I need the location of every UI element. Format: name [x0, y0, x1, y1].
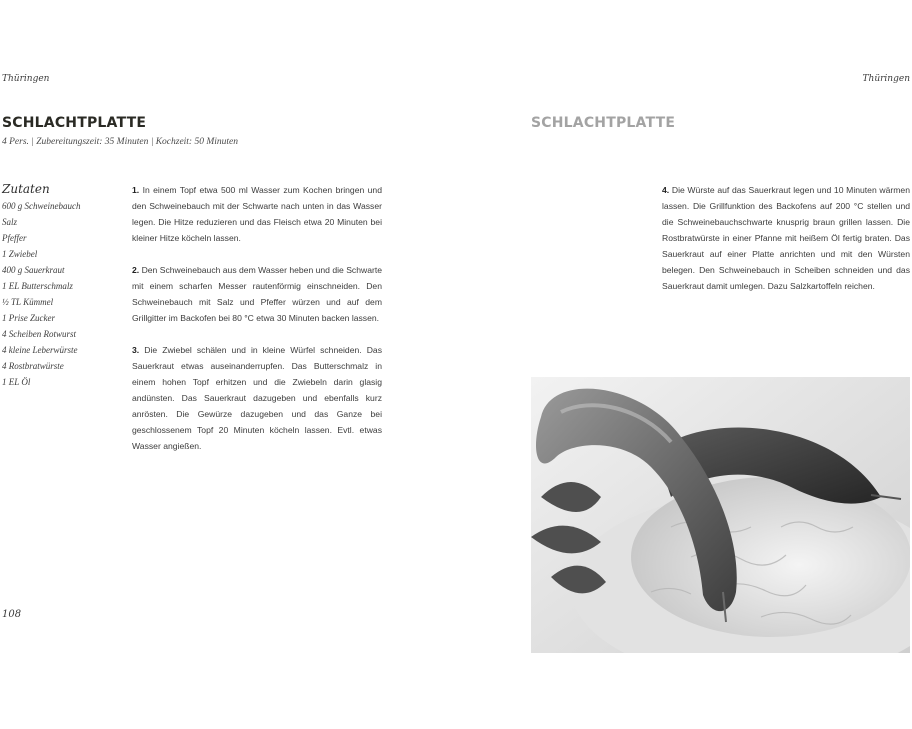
instruction-step [132, 262, 382, 326]
ingredient-item: 4 Rostbratwürste [2, 361, 64, 371]
ingredient-item: Pfeffer [2, 233, 27, 243]
ingredient-item: 1 Prise Zucker [2, 313, 55, 323]
ingredient-item: 1 EL Öl [2, 377, 31, 387]
ingredient-item: Salz [2, 217, 18, 227]
ingredient-item: ½ TL Kümmel [2, 297, 54, 307]
running-head-left: Thüringen [2, 74, 50, 84]
ingredient-item: 1 Zwiebel [2, 249, 38, 259]
page-number: 108 [2, 609, 22, 620]
step-text: Die Würste auf das Sauerkraut legen und 10 Minuten wärmen lassen. Die Grillfunktion des Backofens auf 200 °C stellen und die Schweinebauchschwarte knusprig braun grillen lassen. Die Rostbratwürste in einer Pfanne mit heißem Öl fertig braten. Das Sauerkraut auf einer Platte anrichten und mit den Würsten belegen. Den Schweinebauch in Scheiben schneiden und das Sauerkraut damit umlegen. Dazu Salzkartoffeln reichen. [662, 185, 910, 291]
recipe-title-right: SCHLACHTPLATTE [531, 115, 676, 131]
running-head-right: Thüringen [862, 74, 910, 84]
ingredient-item: 600 g Schweinebauch [2, 201, 81, 211]
step-number: 3. [132, 345, 140, 355]
instruction-step [662, 182, 910, 294]
instruction-step [132, 342, 382, 454]
ingredient-item: 1 EL Butterschmalz [2, 281, 73, 291]
instructions-left [132, 182, 382, 470]
step-number: 2. [132, 265, 140, 275]
instruction-step [132, 182, 382, 246]
ingredient-item: 4 Scheiben Rotwurst [2, 329, 76, 339]
instructions-right [662, 182, 910, 310]
ingredient-item: 4 kleine Leberwürste [2, 345, 78, 355]
step-number: 4. [662, 185, 670, 195]
ingredient-item: 400 g Sauerkraut [2, 265, 65, 275]
ingredients-list [2, 198, 122, 390]
recipe-meta: 4 Pers. | Zubereitungszeit: 35 Minuten | Kochzeit: 50 Minuten [2, 137, 239, 147]
step-text: Die Zwiebel schälen und in kleine Würfel schneiden. Das Sauerkraut etwas auseinanderrupfen. Das Butterschmalz in einem hohen Topf erhitzen und die Zwiebeln darin glasig andünsten. Das Sauerkraut dazugeben und ebenfalls kurz anrösten. Die Gewürze dazugeben und das Ganze bei geschlossenem Topf 20 Minuten köcheln lassen. Evtl. etwas Wasser angießen. [132, 345, 382, 451]
ingredients-heading: Zutaten [2, 182, 50, 196]
step-text: In einem Topf etwa 500 ml Wasser zum Kochen bringen und den Schweinebauch mit der Schwarte nach unten in das Wasser legen. Die Hitze reduzieren und das Fleisch etwa 20 Minuten bei kleiner Hitze köcheln lassen. [132, 185, 382, 243]
step-text: Den Schweinebauch aus dem Wasser heben und die Schwarte mit einem scharfen Messer rautenförmig einschneiden. Den Schweinebauch mit Salz und Pfeffer würzen und auf dem Grillgitter im Backofen bei 80 °C etwa 30 Minuten backen lassen. [132, 265, 383, 323]
dish-photo [531, 377, 910, 653]
sausage-plate-illustration [531, 377, 910, 653]
recipe-title: SCHLACHTPLATTE [2, 115, 147, 131]
step-number: 1. [132, 185, 140, 195]
